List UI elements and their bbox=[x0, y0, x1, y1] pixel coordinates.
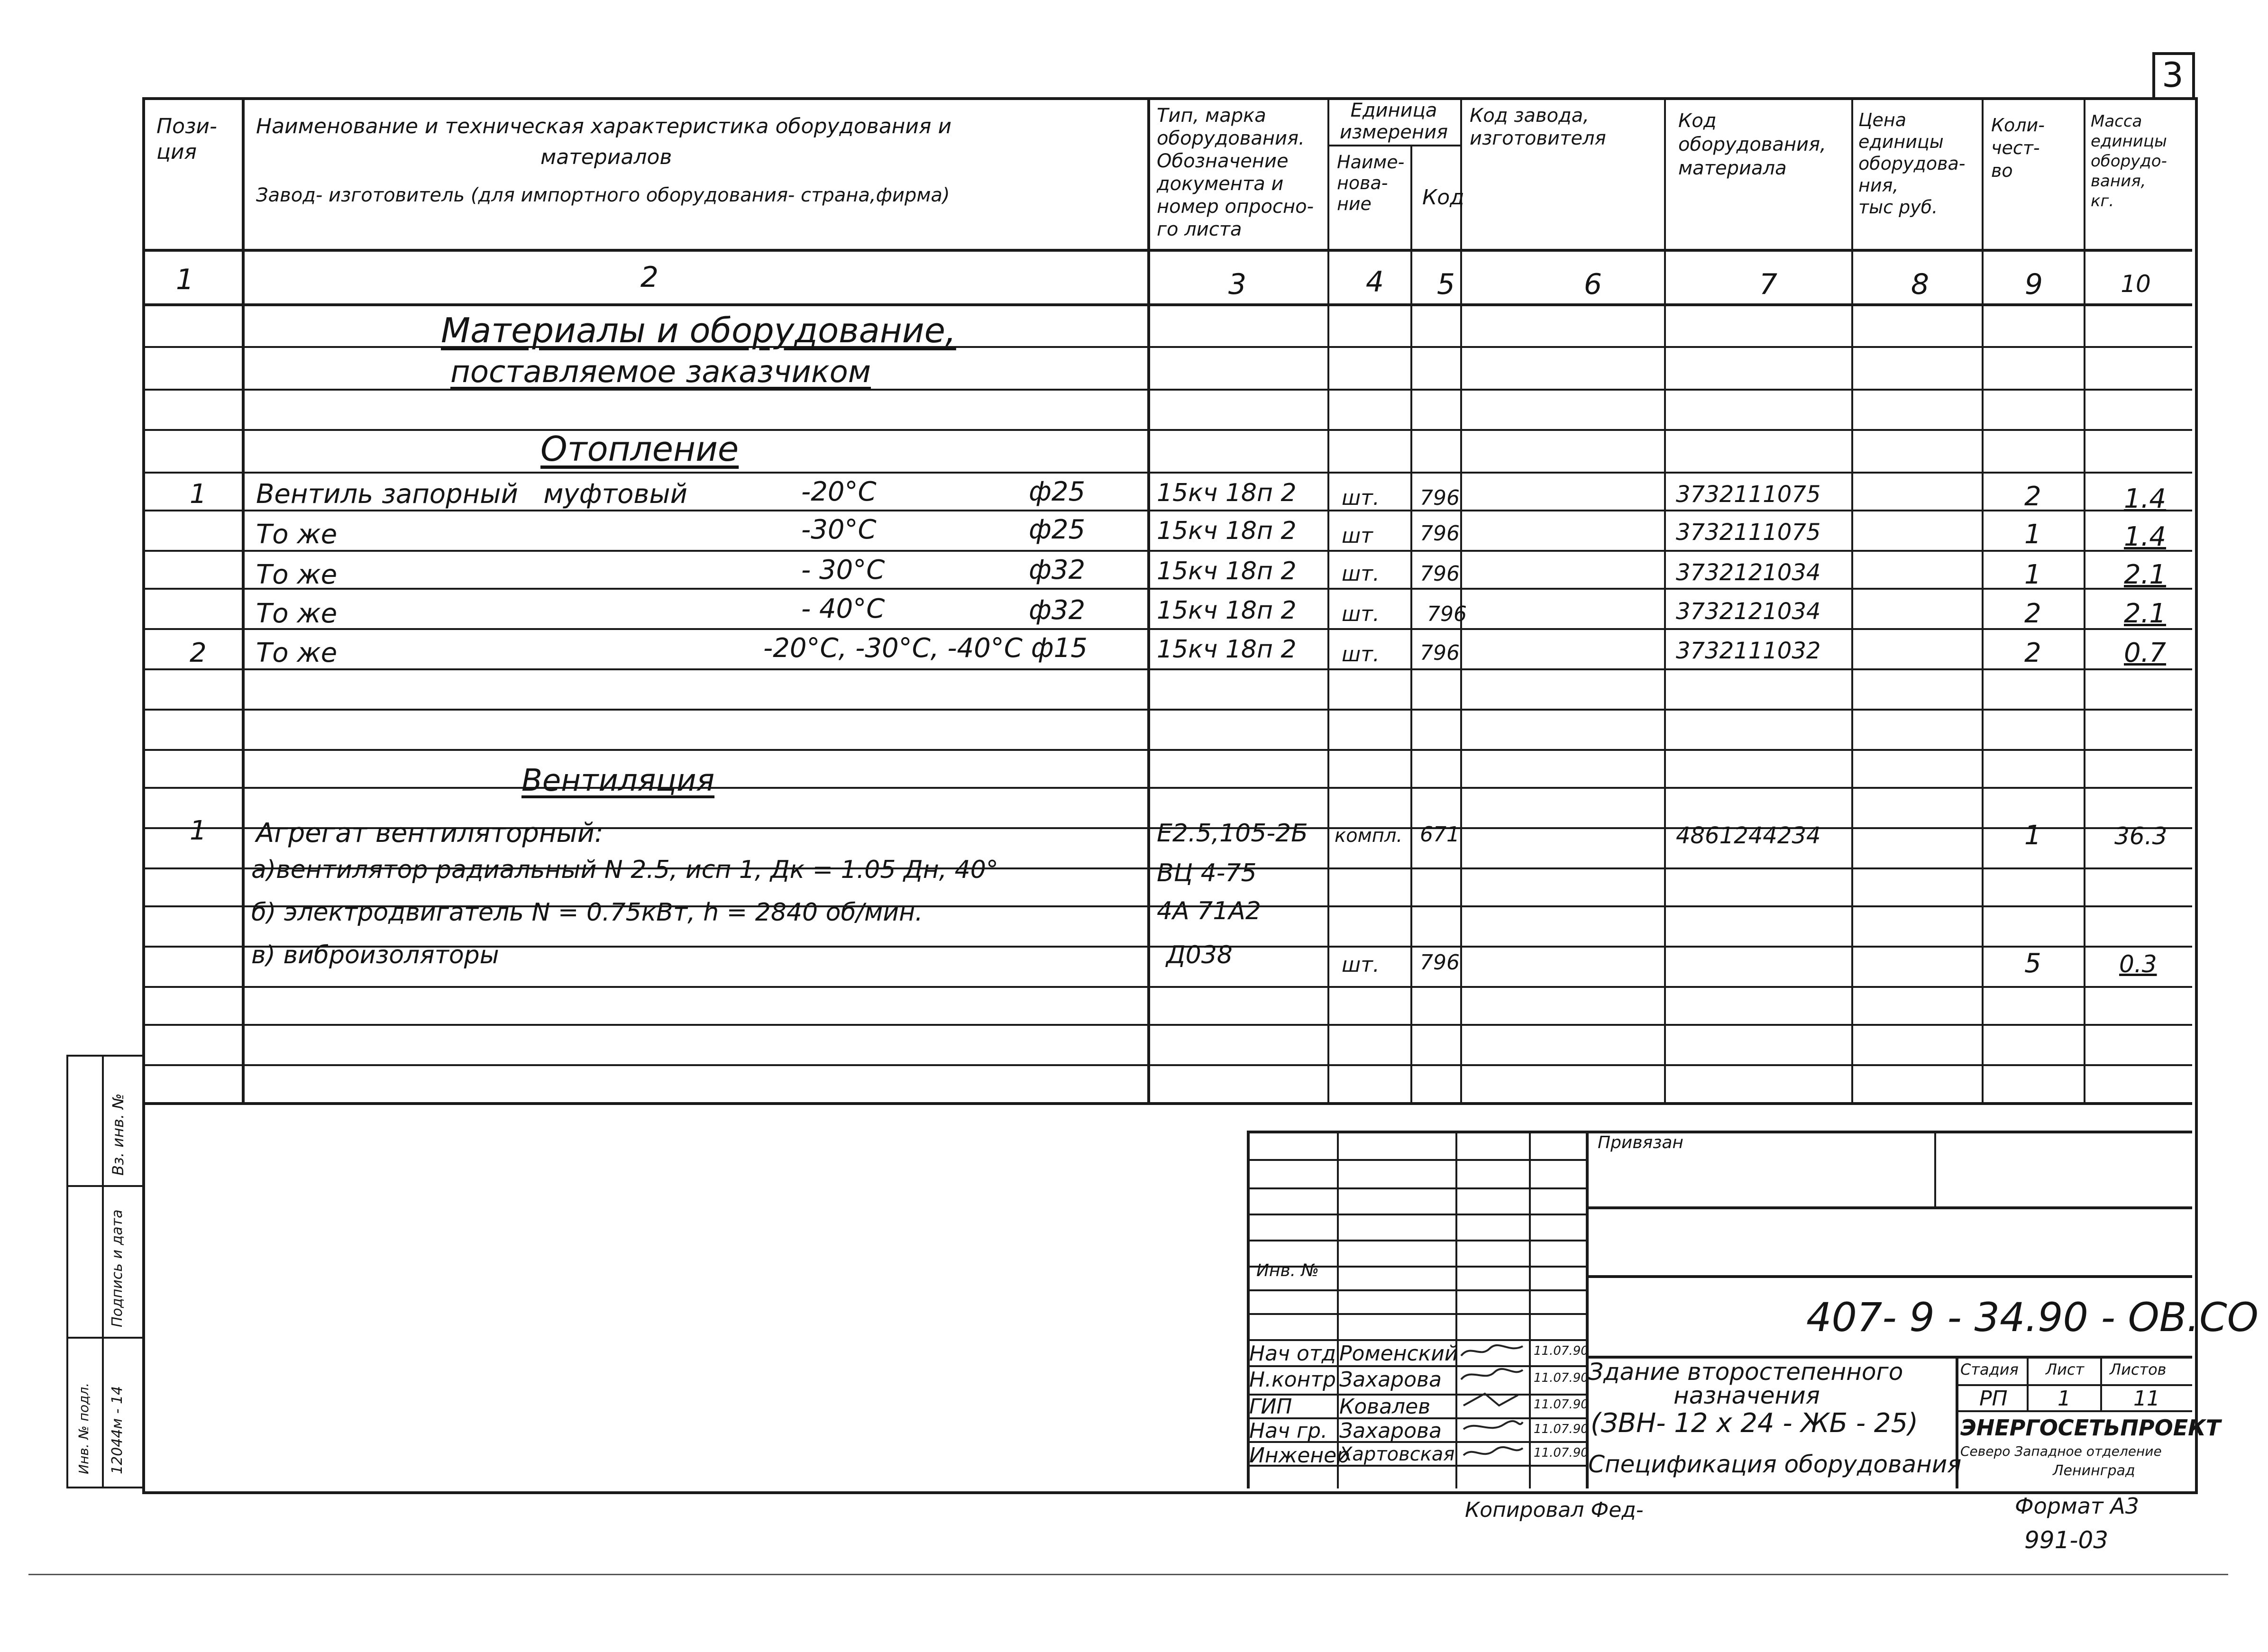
table-row-code: 796 bbox=[1420, 950, 1460, 975]
colnum-7: 7 bbox=[1759, 268, 1778, 301]
side-stamp-number: 12044м - 14 bbox=[109, 1386, 126, 1474]
table-row-mass: 0.3 bbox=[2119, 950, 2157, 978]
header-name-line2: материалов bbox=[540, 145, 672, 169]
header-unit-price: Цена единицы оборудова- ния, тыс руб. bbox=[1858, 110, 1966, 218]
header-unit-mass: Масса единицы оборудо- вания, кг. bbox=[2091, 112, 2167, 210]
section-title-customer: поставляемое заказчиком bbox=[450, 355, 871, 390]
staff-date: 11.07.90 bbox=[1534, 1397, 1589, 1412]
attached-label: Привязан bbox=[1598, 1133, 1683, 1152]
archive-code: 991-03 bbox=[2024, 1526, 2109, 1554]
section-ventilation: Вентиляция bbox=[521, 763, 715, 798]
signatures bbox=[1456, 1339, 1527, 1467]
header-equipment-code: Код оборудования, материала bbox=[1678, 110, 1826, 179]
table-row-unit: шт. bbox=[1342, 562, 1380, 586]
colnum-3: 3 bbox=[1228, 268, 1247, 301]
table-row-eqcode: 3732111032 bbox=[1676, 638, 1821, 664]
organization-branch: Северо Западное отделение bbox=[1960, 1443, 2162, 1459]
staff-role: Нач отд bbox=[1249, 1342, 1336, 1366]
building-line3: (ЗВН- 12 х 24 - ЖБ - 25) bbox=[1591, 1408, 1919, 1439]
table-row-name: в) виброизоляторы bbox=[251, 941, 499, 969]
table-row-name: То же bbox=[256, 519, 338, 550]
sheet-label: Лист bbox=[2046, 1360, 2085, 1378]
colnum-8: 8 bbox=[1911, 268, 1930, 301]
staff-date: 11.07.90 bbox=[1534, 1344, 1589, 1358]
staff-date: 11.07.90 bbox=[1534, 1422, 1589, 1436]
staff-role: Н.контр bbox=[1249, 1368, 1336, 1392]
staff-date: 11.07.90 bbox=[1534, 1446, 1589, 1460]
sheet-number: 3 bbox=[2162, 55, 2184, 95]
table-row-code: 796 bbox=[1420, 562, 1460, 586]
colnum-5: 5 bbox=[1436, 268, 1455, 301]
table-row-unit: компл. bbox=[1335, 825, 1403, 847]
table-row-name: То же bbox=[256, 559, 338, 590]
colnum-4: 4 bbox=[1365, 265, 1384, 299]
colnum-10: 10 bbox=[2121, 270, 2151, 298]
table-row-unit: шт. bbox=[1342, 953, 1380, 977]
table-row-dn: ф32 bbox=[1029, 555, 1086, 585]
staff-role: ГИП bbox=[1249, 1395, 1292, 1419]
table-row-unit: шт. bbox=[1342, 486, 1380, 510]
table-row-eqcode: 3732121034 bbox=[1676, 598, 1821, 625]
table-row-mass: 36.3 bbox=[2114, 822, 2167, 850]
header-unit-name: Наиме- нова- ние bbox=[1337, 152, 1405, 214]
table-row-unit: шт bbox=[1342, 524, 1373, 548]
table-row-temp: - 30°С bbox=[801, 555, 885, 585]
staff-name: Хартовская bbox=[1339, 1443, 1455, 1465]
sheet-format: Формат А3 bbox=[2015, 1493, 2139, 1519]
staff-name: Захарова bbox=[1339, 1419, 1442, 1443]
table-row-mass: 1.4 bbox=[2124, 521, 2167, 552]
table-row-type: ВЦ 4-75 bbox=[1157, 859, 1257, 887]
table-row-qty: 1 bbox=[2024, 820, 2041, 851]
header-unit-group: Единица измерения bbox=[1339, 100, 1448, 143]
table-row-dn: ф25 bbox=[1029, 514, 1086, 545]
header-name-line3: Завод- изготовитель (для импортного оборудования- страна,фирма) bbox=[256, 184, 950, 206]
table-row-type: Д038 bbox=[1166, 941, 1233, 969]
table-row-temp: -20°С, -30°С, -40°С ф15 bbox=[763, 633, 1088, 664]
staff-name: Роменский bbox=[1339, 1342, 1458, 1366]
table-row-name: То же bbox=[256, 638, 338, 668]
staff-name: Захарова bbox=[1339, 1368, 1442, 1392]
section-heating: Отопление bbox=[540, 429, 739, 469]
building-line2: назначения bbox=[1674, 1382, 1820, 1409]
staff-date: 11.07.90 bbox=[1534, 1371, 1589, 1385]
table-row-type: 15кч 18п 2 bbox=[1157, 517, 1297, 545]
table-row-code: 796 bbox=[1427, 602, 1467, 626]
table-row-qty: 5 bbox=[2024, 948, 2041, 979]
table-row-pos: 1 bbox=[190, 479, 207, 510]
table-row-mass: 1.4 bbox=[2124, 484, 2167, 514]
sheets-label: Листов bbox=[2110, 1360, 2167, 1378]
table-row-unit: шт. bbox=[1342, 642, 1380, 666]
side-stamp-inv: Вз. инв. № bbox=[109, 1093, 127, 1176]
table-row-eqcode: 4861244234 bbox=[1676, 822, 1821, 849]
table-row-eqcode: 3732121034 bbox=[1676, 559, 1821, 586]
document-code: 407- 9 - 34.90 - ОВ.СО bbox=[1806, 1294, 2259, 1341]
table-row-temp: - 40°С bbox=[801, 593, 885, 624]
table-row-qty: 2 bbox=[2024, 481, 2041, 512]
table-row-eqcode: 3732111075 bbox=[1676, 481, 1821, 508]
sheets-value: 11 bbox=[2133, 1387, 2160, 1411]
copied-by: Копировал Фед- bbox=[1465, 1498, 1644, 1522]
colnum-2: 2 bbox=[640, 261, 659, 294]
table-row-dn: ф25 bbox=[1029, 476, 1086, 507]
header-plant-code: Код завода, изготовителя bbox=[1470, 105, 1606, 149]
table-row-name: То же bbox=[256, 598, 338, 629]
table-row-pos: 2 bbox=[190, 638, 207, 668]
organization-city: Ленинград bbox=[2053, 1462, 2135, 1479]
table-row-code: 796 bbox=[1420, 521, 1460, 546]
table-row-type: 15кч 18п 2 bbox=[1157, 635, 1297, 664]
header-unit-code: Код bbox=[1422, 185, 1464, 210]
table-row-name: Агрегат вентиляторный: bbox=[256, 818, 604, 849]
table-row-unit: шт. bbox=[1342, 602, 1380, 626]
inv-number-label: Инв. № bbox=[1256, 1261, 1319, 1280]
stage-value: РП bbox=[1979, 1387, 2008, 1411]
table-row-code: 796 bbox=[1420, 641, 1460, 665]
table-row-dn: ф32 bbox=[1029, 595, 1086, 626]
table-row-eqcode: 3732111075 bbox=[1676, 519, 1821, 546]
staff-role: Нач гр. bbox=[1249, 1419, 1328, 1443]
header-type: Тип, марка оборудования. Обозначение документа и номер опросно- го листа bbox=[1157, 105, 1314, 240]
table-row-mass: 0.7 bbox=[2124, 638, 2167, 668]
table-row-type: Е2.5,105-2Б bbox=[1157, 819, 1308, 848]
table-row-type: 15кч 18п 2 bbox=[1157, 596, 1297, 625]
colnum-9: 9 bbox=[2024, 268, 2043, 301]
table-row-name: б) электродвигатель N = 0.75кВт, h = 2840 об/мин. bbox=[251, 898, 923, 927]
table-row-type: 15кч 18п 2 bbox=[1157, 557, 1297, 585]
header-quantity: Коли- чест- во bbox=[1991, 115, 2045, 181]
sheet-value: 1 bbox=[2058, 1387, 2071, 1411]
section-title-materials: Материалы и оборудование, bbox=[441, 310, 956, 350]
colnum-6: 6 bbox=[1583, 268, 1602, 301]
staff-role: Инженер bbox=[1249, 1443, 1350, 1468]
table-row-name: а)вентилятор радиальный N 2.5, исп 1, Дк = 1.05 Дн, 40° bbox=[251, 856, 998, 884]
table-row-temp: -20°С bbox=[801, 476, 877, 507]
table-row-type: 4А 71А2 bbox=[1157, 897, 1262, 925]
side-stamp-original: Инв. № подл. bbox=[76, 1382, 91, 1474]
table-row-qty: 1 bbox=[2024, 519, 2041, 550]
table-row-qty: 2 bbox=[2024, 598, 2041, 629]
table-row-name: Вентиль запорный муфтовый bbox=[256, 479, 687, 510]
table-row-qty: 1 bbox=[2024, 559, 2041, 590]
table-row-qty: 2 bbox=[2024, 638, 2041, 668]
stage-label: Стадия bbox=[1960, 1360, 2019, 1378]
document-title: Спецификация оборудования bbox=[1588, 1451, 1962, 1478]
table-row-code: 796 bbox=[1420, 486, 1460, 510]
side-stamp-sign: Подпись и дата bbox=[109, 1209, 126, 1327]
table-row-type: 15кч 18п 2 bbox=[1157, 479, 1297, 507]
table-row-pos: 1 bbox=[190, 815, 207, 846]
table-row-mass: 2.1 bbox=[2124, 559, 2167, 590]
organization-name: ЭНЕРГОСЕТЬПРОЕКТ bbox=[1960, 1415, 2221, 1441]
table-row-mass: 2.1 bbox=[2124, 598, 2167, 629]
staff-name: Ковалев bbox=[1339, 1395, 1431, 1419]
header-position: Пози- ция bbox=[156, 114, 217, 164]
table-row-temp: -30°С bbox=[801, 514, 877, 545]
table-row-code: 671 bbox=[1420, 822, 1460, 847]
building-line1: Здание второстепенного bbox=[1588, 1358, 1903, 1386]
header-name-line1: Наименование и техническая характеристика оборудования и bbox=[256, 114, 952, 138]
colnum-1: 1 bbox=[175, 263, 194, 296]
